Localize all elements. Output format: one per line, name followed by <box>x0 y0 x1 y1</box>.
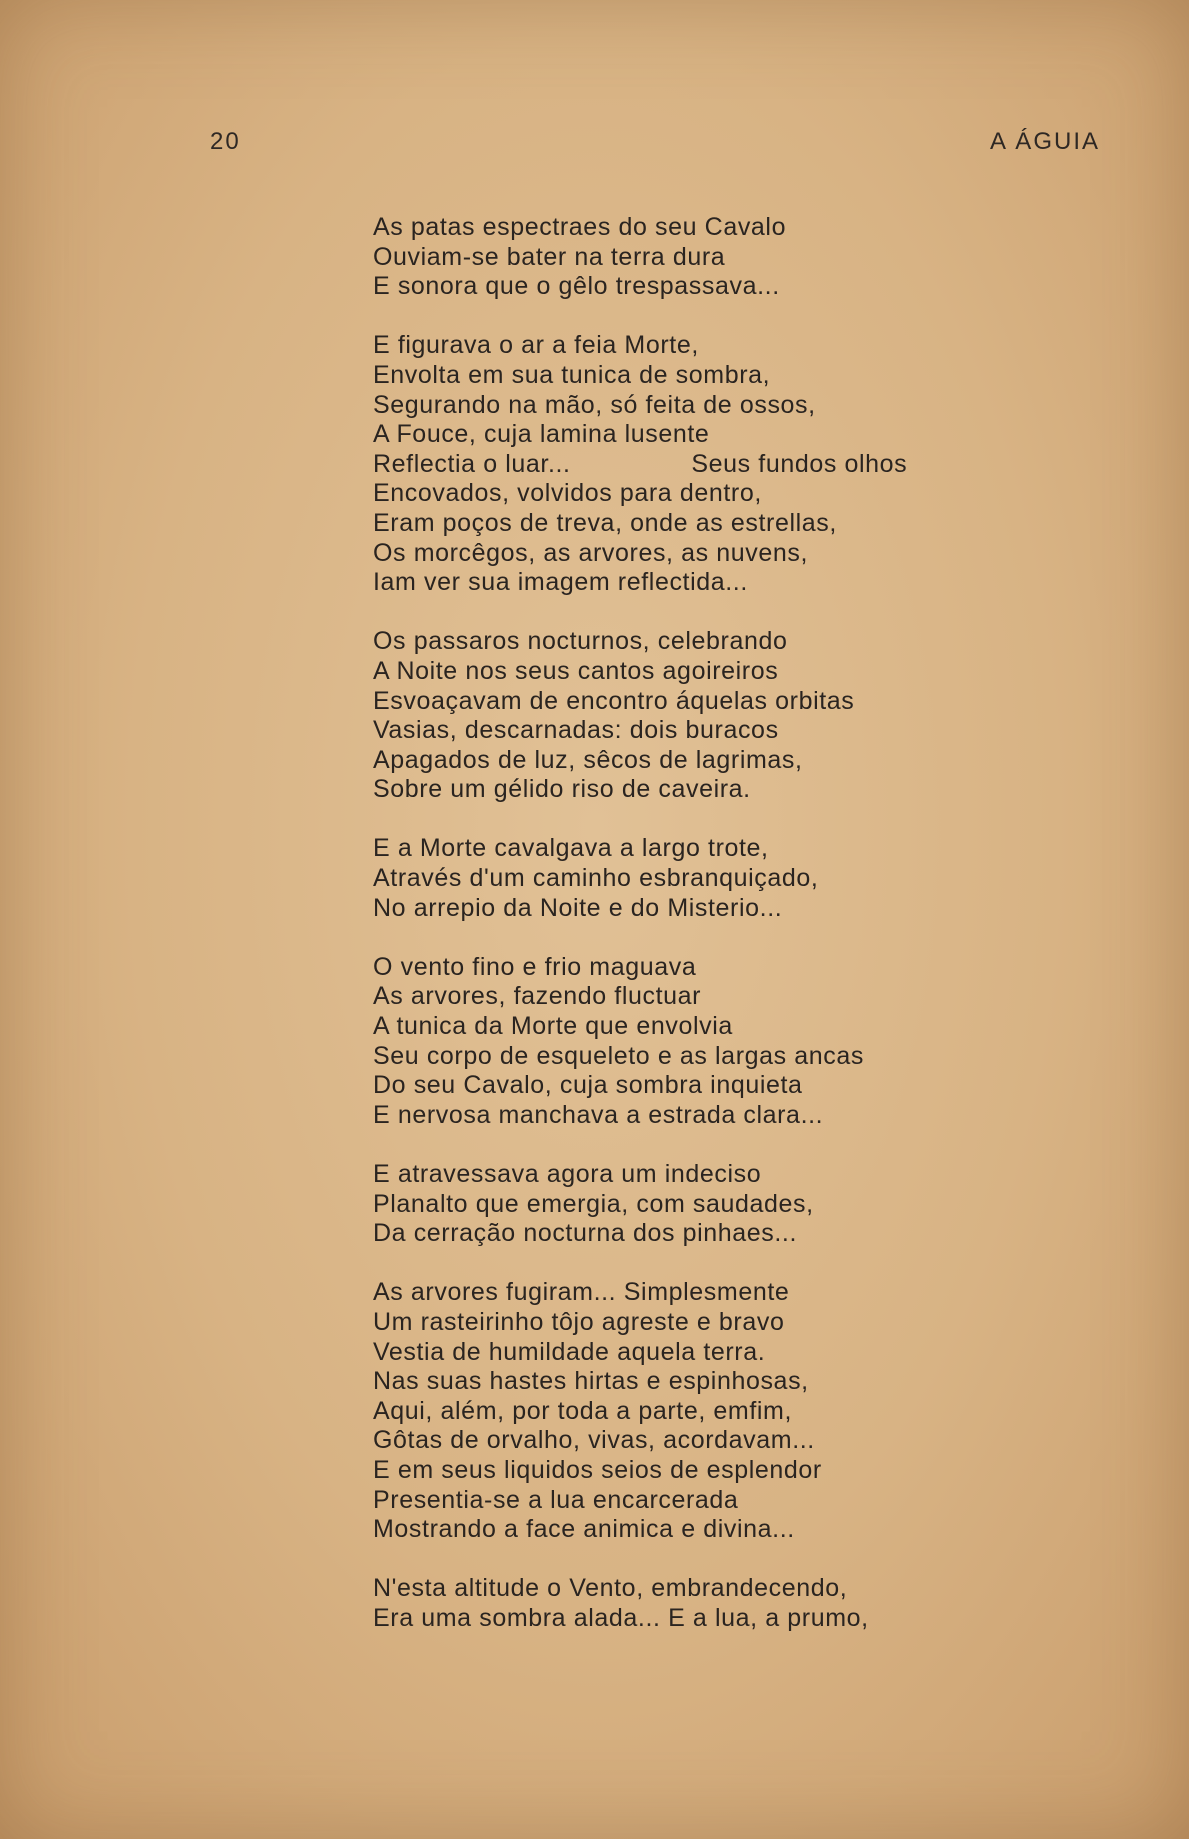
poem-line: N'esta altitude o Vento, embrandecendo, <box>373 1574 848 1603</box>
poem-line: Ouviam-se bater na terra dura <box>373 242 726 271</box>
poem-line: Gôtas de orvalho, vivas, acordavam... <box>373 1426 815 1455</box>
poem-line: Era uma sombra alada... E a lua, a prumo, <box>373 1603 869 1632</box>
poem-line: E a Morte cavalgava a largo trote, <box>373 834 769 863</box>
poem-line: E atravessava agora um indeciso <box>373 1160 762 1188</box>
poem-line: As patas espectraes do seu Cavalo <box>373 213 787 241</box>
poem-line: Através d'um caminho esbranquiçado, <box>373 864 819 893</box>
page-number: 20 <box>210 128 241 155</box>
stanza <box>373 834 1073 923</box>
stanza <box>373 1278 1073 1544</box>
poem-line: E figurava o ar a feia Morte, <box>373 331 699 360</box>
poem-line: E sonora que o gêlo trespassava... <box>373 272 780 301</box>
stanza <box>373 953 1073 1131</box>
poem-body <box>373 213 1073 1663</box>
poem-line: Aqui, além, por toda a parte, emfim, <box>373 1396 793 1425</box>
poem-line: Vasias, descarnadas: dois buracos <box>373 716 779 745</box>
running-title: A ÁGUIA <box>989 128 1100 155</box>
page-header <box>210 128 1100 164</box>
poem-line: Mostrando a face animica e divina... <box>373 1515 795 1544</box>
poem-line: Da cerração nocturna dos pinhaes... <box>373 1219 798 1248</box>
poem-line: Os morcêgos, as arvores, as nuvens, <box>373 538 809 567</box>
poem-line: E nervosa manchava a estrada clara... <box>373 1100 824 1129</box>
poem-line: Eram poços de treva, onde as estrellas, <box>373 508 837 537</box>
poem-line: Encovados, volvidos para dentro, <box>373 479 762 508</box>
poem-line: Os passaros nocturnos, celebrando <box>373 627 788 656</box>
poem-line: Nas suas hastes hirtas e espinhosas, <box>373 1367 809 1396</box>
poem-line: Seu corpo de esqueleto e as largas ancas <box>373 1041 864 1070</box>
poem-line: Apagados de luz, sêcos de lagrimas, <box>373 745 803 774</box>
poem-line: Um rasteirinho tôjo agreste e bravo <box>373 1307 785 1336</box>
poem-line: A tunica da Morte que envolvia <box>373 1012 733 1041</box>
poem-line: Do seu Cavalo, cuja sombra inquieta <box>373 1071 803 1100</box>
poem-line: A Fouce, cuja lamina lusente <box>373 420 710 449</box>
poem-line: Vestia de humildade aquela terra. <box>373 1337 766 1366</box>
stanza <box>373 627 1073 805</box>
poem-line: Envolta em sua tunica de sombra, <box>373 360 771 389</box>
poem-line: E em seus liquidos seios de esplendor <box>373 1455 822 1484</box>
poem-line: O vento fino e frio maguava <box>373 952 697 981</box>
stanza <box>373 1160 1073 1249</box>
poem-line: Segurando na mão, só feita de ossos, <box>373 390 816 419</box>
poem-line: Sobre um gélido riso de caveira. <box>373 775 751 804</box>
poem-line: As arvores fugiram... Simplesmente <box>373 1278 790 1307</box>
poem-line: Iam ver sua imagem reflectida... <box>373 568 748 597</box>
poem-line: A Noite nos seus cantos agoireiros <box>373 656 779 685</box>
stanza <box>373 331 1073 597</box>
poem-line: No arrepio da Noite e do Misterio... <box>373 893 783 922</box>
poem-line: Esvoaçavam de encontro áquelas orbitas <box>373 686 855 715</box>
poem-line: Presentia-se a lua encarcerada <box>373 1485 739 1514</box>
poem-line: Planalto que emergia, com saudades, <box>373 1189 814 1218</box>
poem-line: As arvores, fazendo fluctuar <box>373 982 702 1011</box>
stanza <box>373 213 1073 302</box>
poem-line: Reflectia o luar... Seus fundos olhos <box>373 449 908 478</box>
stanza <box>373 1574 1073 1633</box>
